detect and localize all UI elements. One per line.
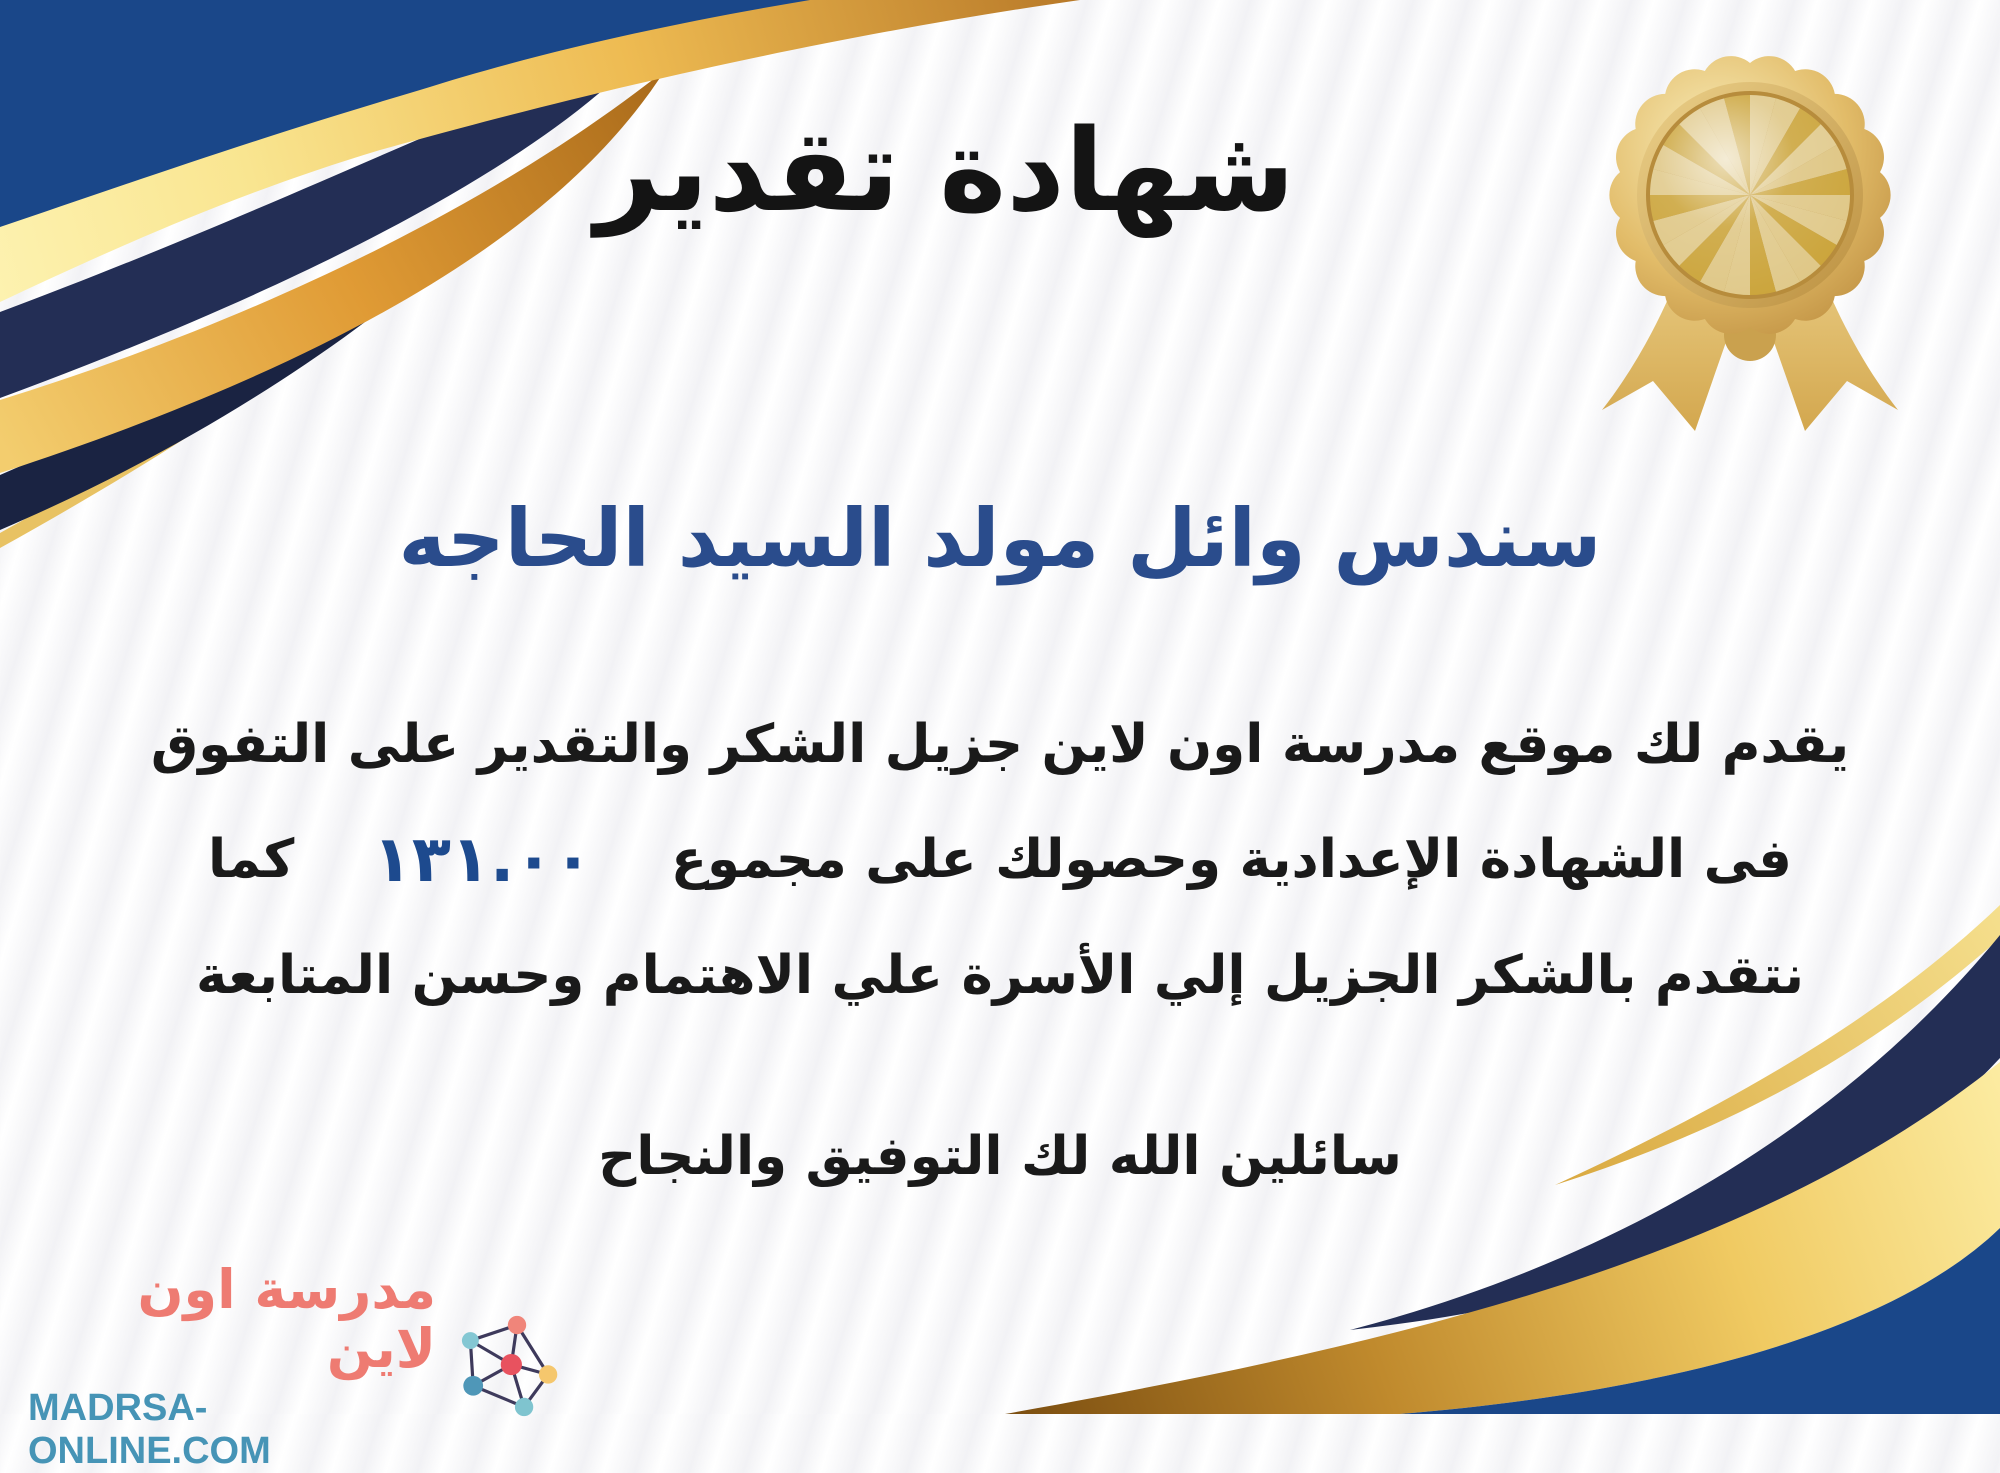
- site-logo: [28, 1260, 558, 1473]
- closing-wish: سائلين الله لك التوفيق والنجاح: [598, 1126, 1402, 1187]
- logo-arabic-name: مدرسة اون لاين: [137, 1258, 436, 1381]
- certificate-title: شهادة تقدير: [594, 104, 1296, 237]
- certificate-body: [0, 714, 2000, 1054]
- body-line-3: نتقدم بالشكر الجزيل إلي الأسرة علي الاهتمام وحسن المتابعة: [196, 945, 1804, 1006]
- student-name: سندس وائل مولد السيد الحاجه: [398, 492, 1602, 585]
- network-graph-icon: [452, 1300, 558, 1432]
- body-line-2: [0, 823, 2000, 897]
- site-logo-text: [28, 1260, 436, 1473]
- body-line-2-after: كما: [208, 829, 295, 890]
- body-line-2-before: فى الشهادة الإعدادية وحصولك على مجموع: [670, 829, 1792, 890]
- score-value: ١٣١.٠٠: [372, 823, 593, 897]
- body-line-1: يقدم لك موقع مدرسة اون لاين جزيل الشكر والتقدير على التفوق: [150, 714, 1850, 775]
- logo-domain: MADRSA-ONLINE.COM: [28, 1386, 271, 1472]
- top-left-corner-sweep: [0, 0, 1080, 548]
